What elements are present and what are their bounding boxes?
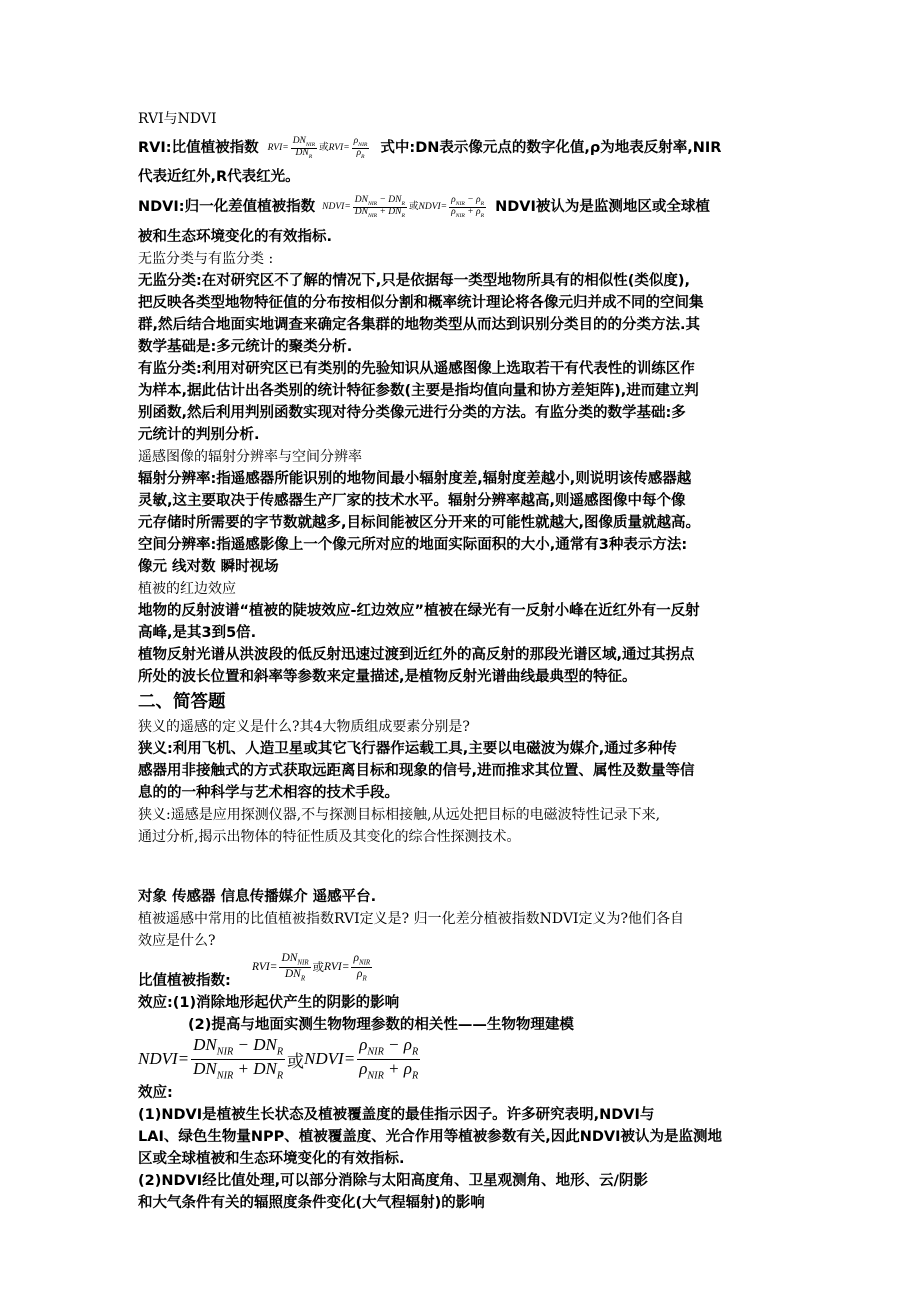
answer-1-line-4: 狭义:遥感是应用探测仪器,不与探测目标相接触,从远处把目标的电磁波特性记录下来, (138, 807, 661, 823)
unsupervised-line-2: 把反映各类型地物特征值的分布按相似分割和概率统计理论将各像元归并成不同的空间集 (138, 295, 704, 311)
rvi-label: RVI:比值植被指数 (138, 140, 259, 156)
supervised-line-3: 别函数,然后利用判别函数实现对待分类像元进行分类的方法。有监分类的数学基础:多 (138, 405, 686, 421)
question-2-line-2: 效应是什么? (138, 933, 216, 949)
answer-1-line-3: 息的的一种科学与艺术相容的技术手段。 (138, 785, 399, 801)
four-elements: 对象 传感器 信息传播媒介 遥感平台. (138, 889, 377, 905)
section-heading: 二、简答题 (138, 692, 226, 712)
heading-classification: 无监分类与有监分类 : (138, 251, 274, 267)
rvi-description-cont: 代表近红外,R代表红光。 (138, 169, 300, 185)
spatial-line-1: 空间分辨率:指遥感影像上一个像元所对应的地面实际面积的大小,通常有3种表示方法: (138, 537, 688, 553)
supervised-line-4: 元统计的判别分析. (138, 427, 260, 443)
radiometric-line-2: 灵敏,这主要取决于传感器生产厂家的技术水平。辐射分辨率越高,则遥感图像中每个像 (138, 493, 686, 509)
rvi-formula-2: RVI = $\frac{DN_{NIR}}{DN_R}$ 或 RVI = $\frac{\rho_{NIR}}{\rho_R}$ (252, 952, 371, 982)
question-2-line-1: 植被遥感中常用的比值植被指数RVI定义是? 归一化差分植被指数NDVI定义为?他们各自 (138, 911, 685, 927)
radiometric-line-3: 元存储时所需要的字节数就越多,目标间能被区分开来的可能性就越大,图像质量就越高。 (138, 515, 701, 531)
answer-1-line-1: 狭义:利用飞机、人造卫星或其它飞行器作运载工具,主要以电磁波为媒介,通过多种传 (138, 741, 677, 757)
red-edge-line-4: 所处的波长位置和斜率等参数来定量描述,是植物反射光谱曲线最典型的特征。 (138, 669, 637, 685)
question-1: 狭义的遥感的定义是什么?其4大物质组成要素分别是? (138, 719, 470, 735)
document-page (138, 108, 786, 1214)
ndvi-effect-2-line-2: 和大气条件有关的辐照度条件变化(大气程辐射)的影响 (138, 1195, 485, 1211)
heading-rvi-ndvi: RVI与NDVI (138, 111, 217, 127)
ndvi-effect-2-line-1: (2)NDVI经比值处理,可以部分消除与太阳高度角、卫星观测角、地形、云/阴影 (138, 1173, 648, 1189)
rvi-description: 式中:DN表示像元点的数字化值,ρ为地表反射率,NIR (380, 140, 722, 156)
supervised-line-2: 为样本,据此估计出各类别的统计特征参数(主要是指均值向量和协方差矩阵),进而建立判 (138, 383, 699, 399)
spatial-line-2: 像元 线对数 瞬时视场 (138, 559, 279, 575)
ndvi-formula: NDVI = $\frac{DN_{NIR} - DN_R}{DN_{NIR} + DN_R}$ 或 NDVI = $\frac{\rho_{NIR} - \rho_R}{\rho_{NIR} + \rho_R}$ (322, 194, 485, 219)
ndvi-definition-line (138, 188, 786, 226)
rvi-formula: RVI = $\frac{DN_{NIR}}{DN_R}$ 或 RVI = $\frac{\rho_{NIR}}{\rho_R}$ (267, 135, 368, 160)
rvi-definition-line (138, 130, 786, 166)
ndvi-description-cont: 被和生态环境变化的有效指标. (138, 229, 333, 245)
unsupervised-line-1: 无监分类:在对研究区不了解的情况下,只是依据每一类型地物所具有的相似性(类似度), (138, 273, 691, 289)
red-edge-line-3: 植物反射光谱从洪波段的低反射迅速过渡到近红外的高反射的那段光谱区域,通过其拐点 (138, 647, 695, 663)
heading-red-edge: 植被的红边效应 (138, 581, 236, 597)
unsupervised-line-3: 群,然后结合地面实地调查来确定各集群的地物类型从而达到识别分类目的的分类方法.其 (138, 317, 701, 333)
unsupervised-line-4: 数学基础是:多元统计的聚类分析. (138, 339, 353, 355)
red-edge-line-1: 地物的反射波谱“植被的陡坡效应-红边效应”植被在绿光有一反射小峰在近红外有一反射 (138, 603, 700, 619)
ndvi-effect-1-line-1: (1)NDVI是植被生长状态及植被覆盖度的最佳指示因子。许多研究表明,NDVI与 (138, 1107, 655, 1123)
answer-1-line-5: 通过分析,揭示出物体的特征性质及其变化的综合性探测技术。 (138, 829, 521, 845)
rvi-answer-label: 比值植被指数: (138, 973, 231, 989)
heading-resolution: 遥感图像的辐射分辨率与空间分辨率 (138, 449, 362, 465)
red-edge-line-2: 高峰,是其3到5倍. (138, 625, 257, 641)
ndvi-label: NDVI:归一化差值植被指数 (138, 199, 316, 215)
radiometric-line-1: 辐射分辨率:指遥感器所能识别的地物间最小辐射度差,辐射度差越小,则说明该传感器越 (138, 471, 692, 487)
ndvi-formula-big-line (138, 1036, 786, 1082)
rvi-answer-line (138, 952, 786, 992)
ndvi-effect-1-line-3: 区或全球植被和生态环境变化的有效指标. (138, 1151, 405, 1167)
effect-line-1: 效应:(1)消除地形起伏产生的阴影的影响 (138, 995, 400, 1011)
ndvi-formula-big: NDVI = $\frac{DN_{NIR} - DN_R}{DN_{NIR} + DN_R}$ 或 NDVI = $\frac{\rho_{NIR} - \rho_R}{\rho_{NIR} + \rho_R}$ (138, 1035, 419, 1081)
ndvi-description: NDVI被认为是监测地区或全球植 (495, 199, 710, 215)
answer-1-line-2: 感器用非接触式的方式获取远距离目标和现象的信号,进而推求其位置、属性及数量等信 (138, 763, 695, 779)
supervised-line-1: 有监分类:利用对研究区已有类别的先验知识从遥感图像上选取若干有代表性的训练区作 (138, 361, 695, 377)
effect-label: 效应: (138, 1085, 173, 1101)
effect-line-2: (2)提高与地面实测生物物理参数的相关性——生物物理建模 (188, 1017, 574, 1033)
ndvi-effect-1-line-2: LAI、绿色生物量NPP、植被覆盖度、光合作用等植被参数有关,因此NDVI被认为是监测地 (138, 1129, 723, 1145)
